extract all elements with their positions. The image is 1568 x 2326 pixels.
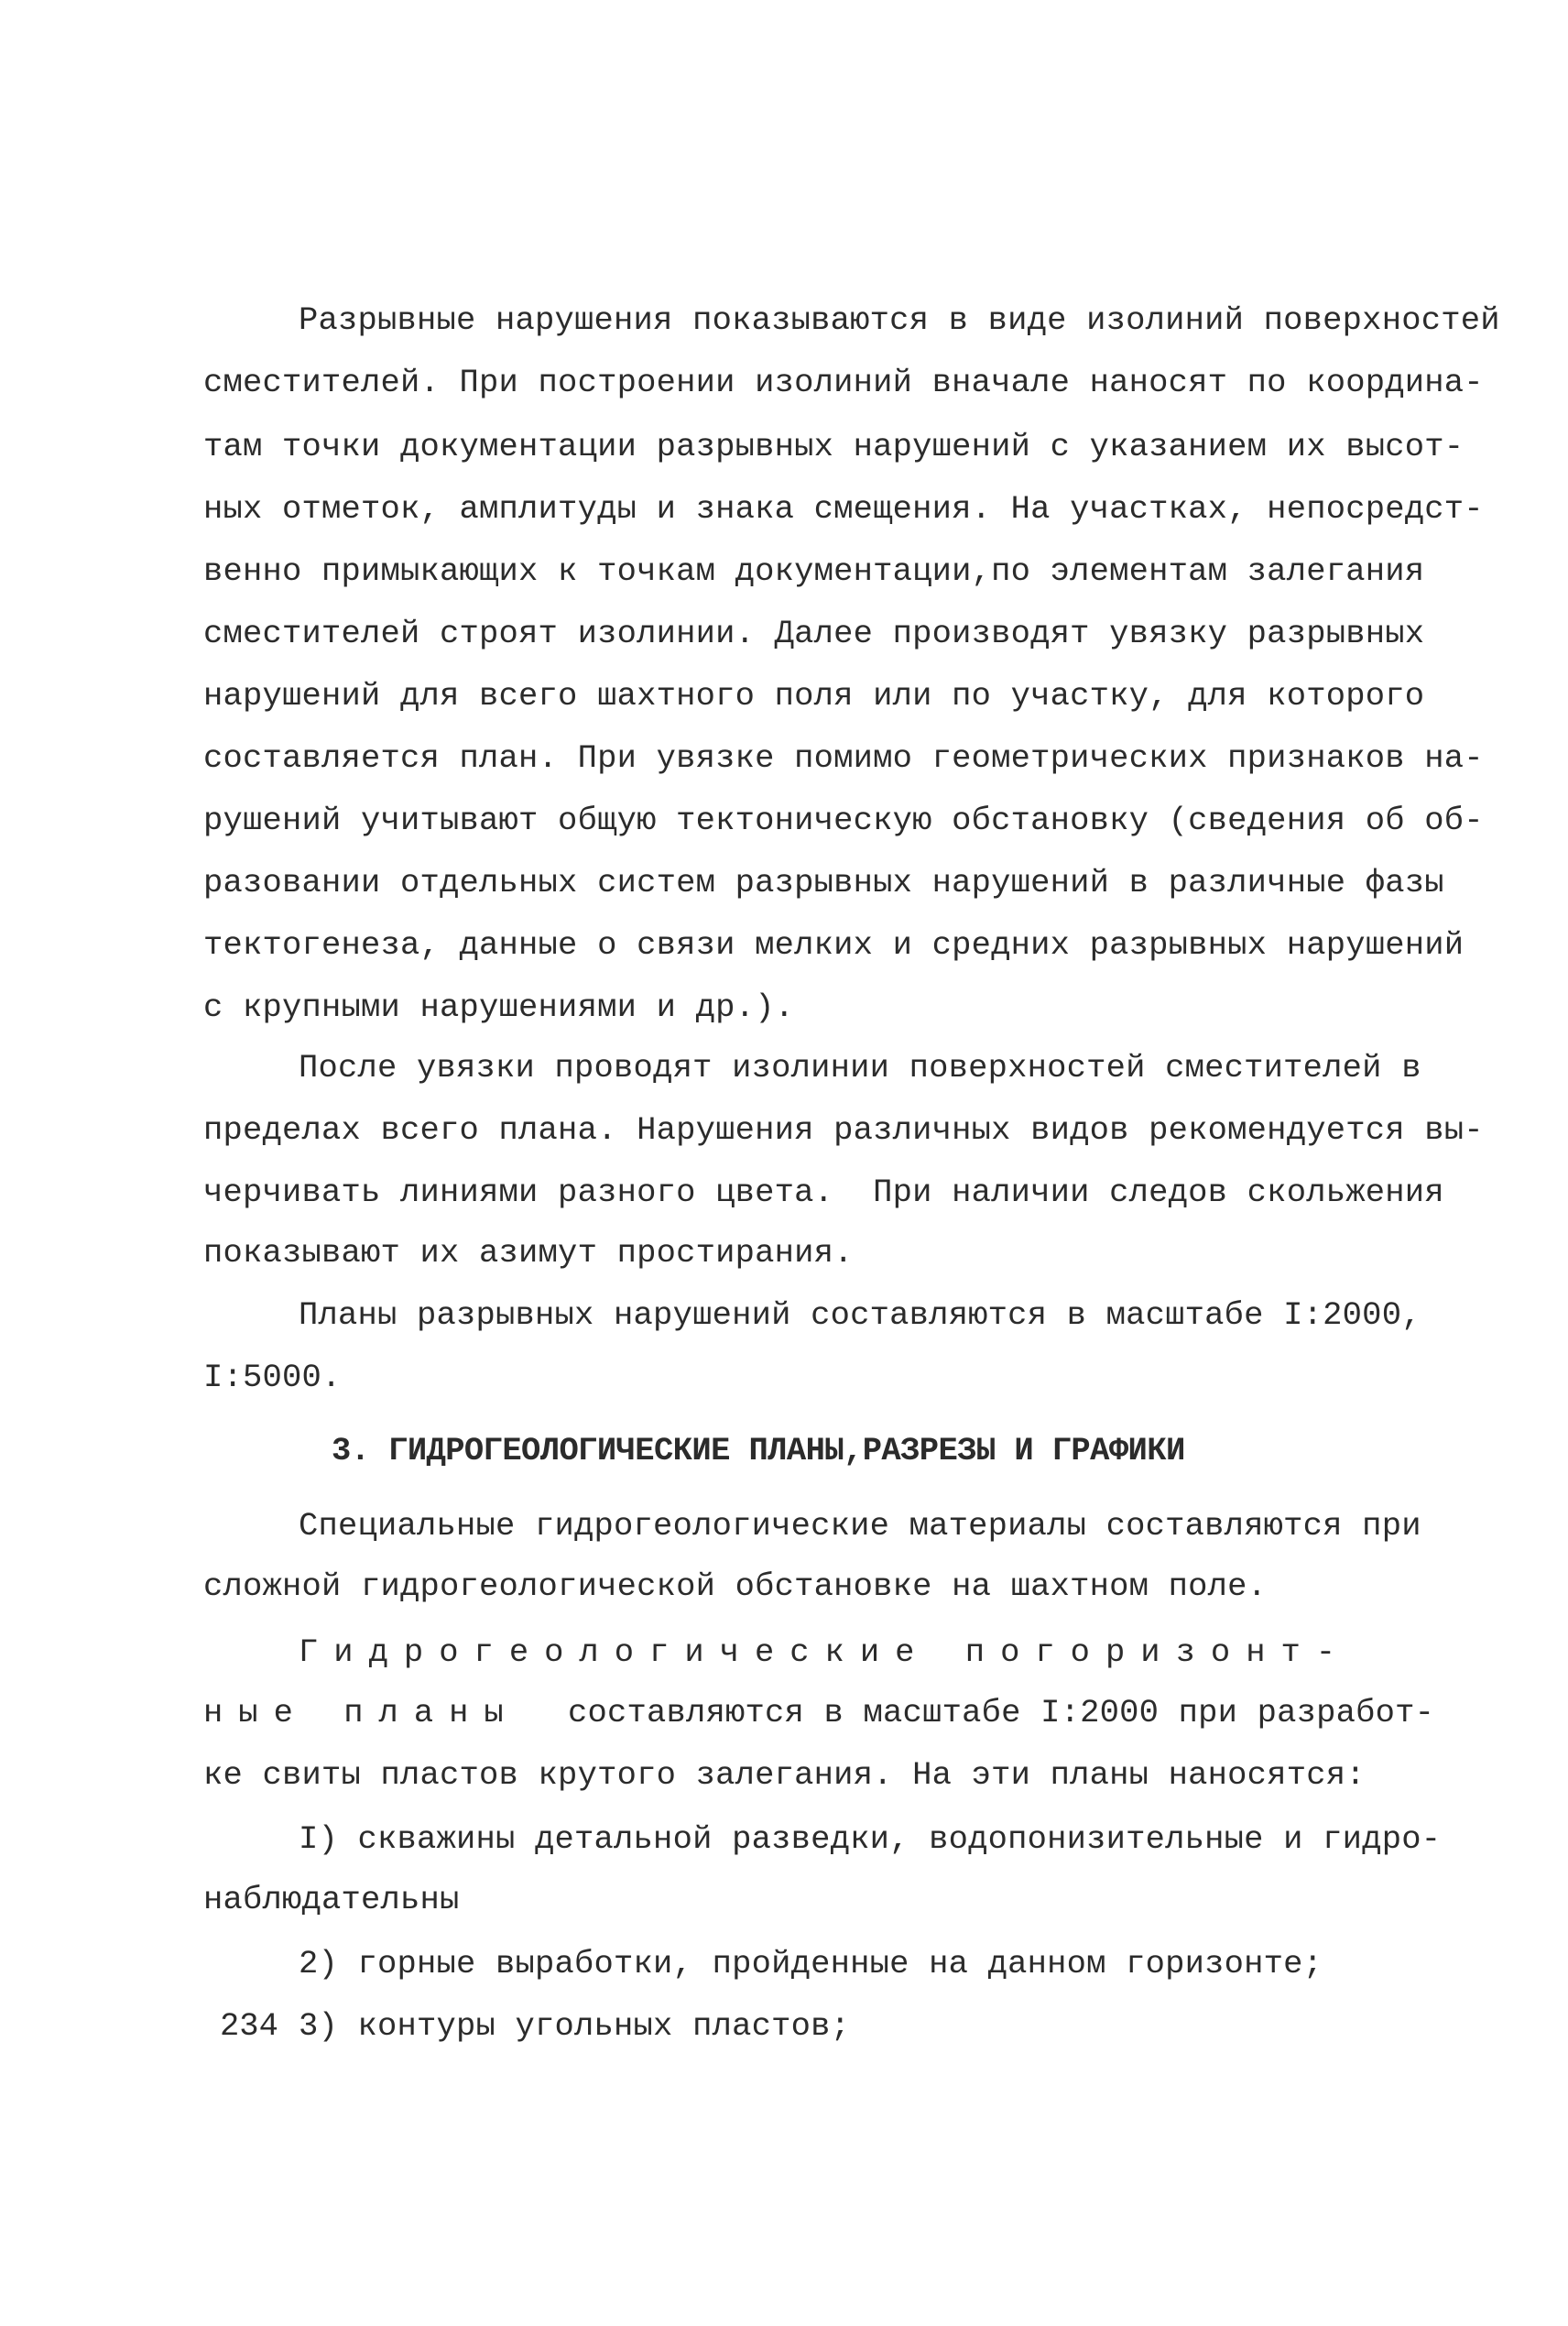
p1-line-12: с крупными нарушениями и др.). (203, 988, 795, 1026)
p1-line-1: Разрывные нарушения показываются в виде изолиний поверхностей (299, 301, 1500, 339)
p1-line-6: сместителей строят изолинии. Далее производят увязку разрывных (203, 615, 1425, 652)
p3-line-1: Планы разрывных нарушений составляются в масштабе I:2000, (299, 1296, 1421, 1334)
list-item-2: 2) горные выработки, пройденные на данном горизонте; (299, 1945, 1323, 1982)
p2-line-3: черчивать линиями разного цвета. При наличии следов скольжения (203, 1174, 1444, 1211)
p5-term-line-2: ные планы (203, 1694, 519, 1731)
list-item-1-line-1: I) скважины детальной разведки, водопонизительные и гидро- (299, 1820, 1442, 1858)
p1-line-11: тектогенеза, данные о связи мелких и средних разрывных нарушений (203, 926, 1465, 964)
p5-line-3: ке свиты пластов крутого залегания. На эти планы наносятся: (203, 1756, 1366, 1794)
p1-line-4: ных отметок, амплитуды и знака смещения. На участках, непосредст- (203, 490, 1484, 528)
p5-line-2-rest: составляются в масштабе I:2000 при разработ- (568, 1694, 1435, 1731)
p3-line-2: I:5000. (203, 1359, 342, 1396)
p5-term-line-1: Гидрогеологические погоризонт- (299, 1633, 1352, 1671)
section-heading: 3. ГИДРОГЕОЛОГИЧЕСКИЕ ПЛАНЫ,РАЗРЕЗЫ И ГРАФИКИ (332, 1432, 1185, 1469)
p4-line-2: сложной гидрогеологической обстановке на шахтном поле. (203, 1567, 1268, 1605)
p1-line-5: венно примыкающих к точкам документации,по элементам залегания (203, 552, 1425, 590)
p1-line-7: нарушений для всего шахтного поля или по участку, для которого (203, 677, 1425, 715)
page-number: 234 (220, 2007, 278, 2045)
p1-line-9: рушений учитывают общую тектоническую обстановку (сведения об об- (203, 802, 1484, 839)
p1-line-10: разовании отдельных систем разрывных нарушений в различные фазы (203, 864, 1444, 901)
p1-line-8: составляется план. При увязке помимо геометрических признаков на- (203, 739, 1484, 777)
list-item-1-line-2: наблюдательны (203, 1881, 460, 1918)
p2-line-4: показывают их азимут простирания. (203, 1234, 854, 1272)
p4-line-1: Специальные гидрогеологические материалы составляются при (299, 1507, 1421, 1545)
p1-line-3: там точки документации разрывных нарушений с указанием их высот- (203, 428, 1465, 465)
p2-line-1: После увязки проводят изолинии поверхностей сместителей в (299, 1049, 1421, 1087)
list-item-3: 3) контуры угольных пластов; (299, 2007, 851, 2045)
p1-line-2: сместителей. При построении изолиний вначале наносят по координа- (203, 364, 1484, 401)
p2-line-2: пределах всего плана. Нарушения различных видов рекомендуется вы- (203, 1111, 1484, 1149)
